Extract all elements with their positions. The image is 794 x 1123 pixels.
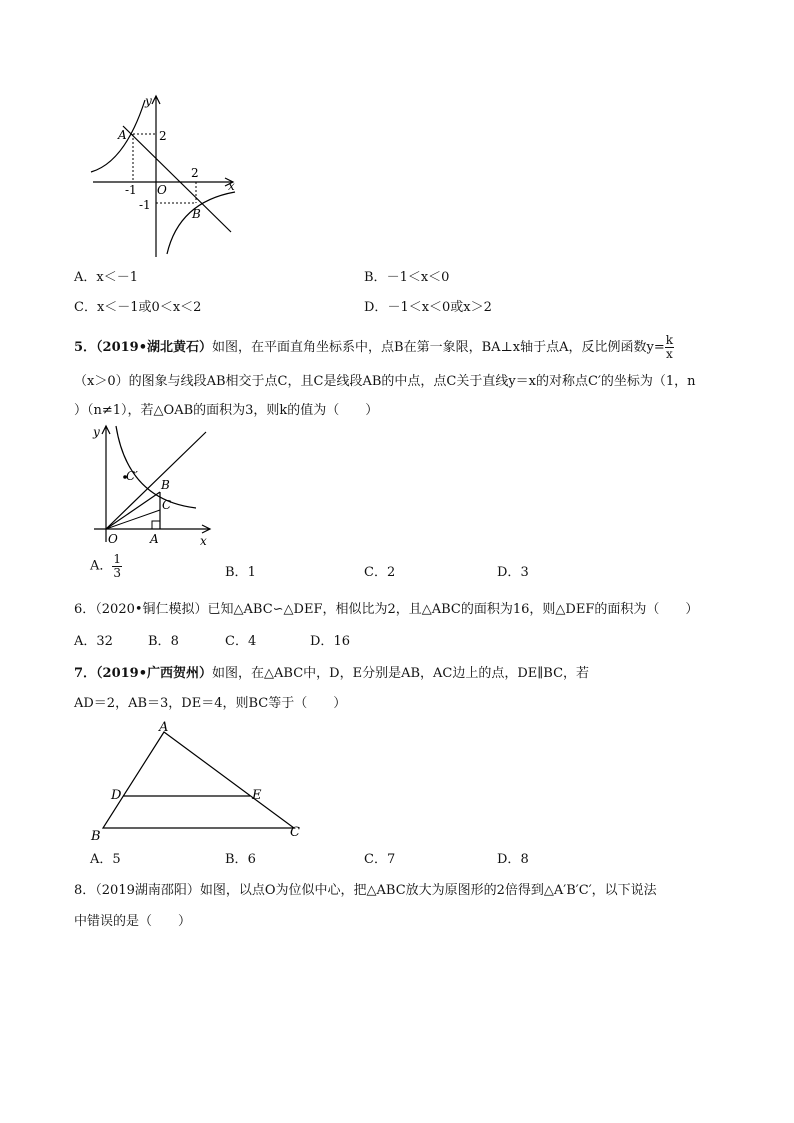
q4-option-c[interactable] bbox=[74, 300, 201, 316]
q4-option-d-text: －1＜x＜0或x＞2 bbox=[387, 300, 492, 315]
q7-option-c[interactable] bbox=[364, 852, 395, 868]
q5-option-b-text: 1 bbox=[247, 565, 256, 580]
q5-option-a-fraction bbox=[112, 553, 122, 580]
q4-option-a-text: x＜－1 bbox=[96, 270, 138, 285]
q4-label-B: B bbox=[192, 207, 201, 221]
q7-line2: AD＝2，AB＝3，DE＝4，则BC等于（ ） bbox=[74, 696, 347, 711]
q5-option-d-label: D． bbox=[497, 565, 521, 580]
q4-label-2y: 2 bbox=[159, 129, 167, 143]
q4-label-A: A bbox=[118, 128, 127, 142]
q7-option-c-label: C． bbox=[364, 852, 387, 867]
q5-option-c-text: 2 bbox=[386, 565, 396, 580]
q5-label-y: y bbox=[93, 425, 100, 439]
q7-line1-text: 如图，在△ABC中，D，E分别是AB，AC边上的点，DE∥BC，若 bbox=[212, 666, 590, 681]
q6-option-d-text: 16 bbox=[333, 634, 350, 649]
q7-option-d-text: 8 bbox=[520, 852, 529, 867]
q5-figure bbox=[88, 422, 218, 550]
q5-option-d-text: 3 bbox=[520, 565, 529, 580]
q5-label-x: x bbox=[200, 534, 207, 548]
q7-option-c-text: 7 bbox=[386, 852, 396, 867]
q7-option-b-text: 6 bbox=[247, 852, 256, 867]
q7-figure bbox=[88, 722, 310, 844]
q5-fraction-numerator: k bbox=[665, 333, 674, 347]
q7-label-C: C bbox=[290, 825, 300, 840]
q5-option-c-label: C． bbox=[364, 565, 387, 580]
q6-option-c[interactable] bbox=[225, 634, 256, 650]
q4-label-x: x bbox=[228, 179, 235, 193]
q5-fraction bbox=[665, 334, 674, 361]
q5-label-B: B bbox=[161, 478, 170, 492]
q5-label-C-prime: C′ bbox=[126, 469, 138, 483]
q7-option-b-label: B． bbox=[225, 852, 248, 867]
q6-text: 6．（2020•铜仁模拟）已知△ABC∽△DEF，相似比为2，且△ABC的面积为16，则△DEF的面积为（ ） bbox=[74, 602, 699, 617]
q4-figure bbox=[85, 92, 245, 260]
q7-label-D: D bbox=[111, 788, 122, 803]
q5-line2: （x＞0）的图象与线段AB相交于点C，且C是线段AB的中点，点C关于直线y＝x的对称点C′的坐标为（1，n bbox=[74, 374, 696, 389]
q4-option-b-text: －1＜x＜0 bbox=[386, 270, 450, 285]
q5-option-a-denominator: 3 bbox=[113, 566, 122, 580]
q4-label-2x: 2 bbox=[191, 166, 199, 180]
q8-line2: 中错误的是（ ） bbox=[74, 914, 192, 929]
q5-line1 bbox=[74, 334, 674, 361]
q6-option-a-text: 32 bbox=[96, 634, 113, 649]
q7-option-a[interactable] bbox=[90, 852, 121, 868]
q8-line1: 8．（2019湖南邵阳）如图，以点O为位似中心，把△ABC放大为原图形的2倍得到△A′B′C′，以下说法 bbox=[74, 883, 657, 898]
q6-option-b-label: B． bbox=[148, 634, 171, 649]
q6-option-c-text: 4 bbox=[247, 634, 257, 649]
q7-option-d[interactable] bbox=[497, 852, 529, 868]
q7-option-d-label: D． bbox=[497, 852, 521, 867]
q5-label-A: A bbox=[150, 532, 159, 546]
q7-option-a-text: 5 bbox=[112, 852, 121, 867]
q4-option-b[interactable] bbox=[364, 270, 449, 286]
q4-label-y: y bbox=[145, 94, 152, 108]
q4-label-neg1x: -1 bbox=[125, 183, 137, 197]
q5-option-a[interactable] bbox=[90, 553, 122, 580]
q5-source: （2019•湖北黄石） bbox=[96, 340, 213, 355]
q4-label-neg1y: -1 bbox=[139, 198, 151, 212]
q5-line3: ）（n≠1），若△OAB的面积为3，则k的值为（ ） bbox=[74, 403, 379, 418]
q4-option-d-label: D． bbox=[364, 300, 388, 315]
q5-option-b-label: B． bbox=[225, 565, 248, 580]
q5-label-C: C bbox=[162, 498, 172, 512]
q5-option-b[interactable] bbox=[225, 565, 256, 581]
q4-label-O: O bbox=[157, 183, 167, 197]
q6-option-a-label: A． bbox=[74, 634, 97, 649]
q5-hyperbola bbox=[116, 426, 196, 508]
q4-option-d[interactable] bbox=[364, 300, 492, 316]
q6-option-d[interactable] bbox=[310, 634, 350, 650]
q7-line1 bbox=[74, 666, 589, 682]
q7-label-A: A bbox=[159, 720, 169, 735]
q7-option-b[interactable] bbox=[225, 852, 256, 868]
q5-option-a-numerator: 1 bbox=[113, 552, 122, 566]
q4-hyperbola-right bbox=[167, 192, 235, 254]
q5-fraction-denominator: x bbox=[665, 347, 673, 361]
q6-option-a[interactable] bbox=[74, 634, 113, 650]
q6-option-d-label: D． bbox=[310, 634, 334, 649]
q7-triangle-ABC bbox=[103, 732, 294, 828]
q5-option-a-label: A． bbox=[90, 558, 113, 574]
q5-option-d[interactable] bbox=[497, 565, 529, 581]
q6-option-b-text: 8 bbox=[170, 634, 179, 649]
q5-right-angle-mark bbox=[152, 521, 160, 529]
q5-option-c[interactable] bbox=[364, 565, 395, 581]
q6-option-b[interactable] bbox=[148, 634, 179, 650]
q4-option-c-text: x＜－1或0＜x＜2 bbox=[96, 300, 202, 315]
q7-label-B: B bbox=[91, 829, 101, 844]
q6-option-c-label: C． bbox=[225, 634, 248, 649]
q4-line-AB bbox=[123, 126, 231, 232]
q4-option-c-label: C． bbox=[74, 300, 97, 315]
q5-line1-text: 如图，在平面直角坐标系中，点B在第一象限，BA⊥x轴于点A，反比例函数y= bbox=[212, 340, 665, 355]
q4-option-a[interactable] bbox=[74, 270, 138, 286]
q7-option-a-label: A． bbox=[90, 852, 113, 867]
q5-label-O: O bbox=[108, 532, 118, 546]
q7-source: （2019•广西贺州） bbox=[96, 666, 213, 681]
q4-option-b-label: B． bbox=[364, 270, 387, 285]
q4-option-a-label: A． bbox=[74, 270, 97, 285]
q7-number: 7． bbox=[74, 666, 97, 681]
q7-label-E: E bbox=[252, 788, 262, 803]
q5-number: 5． bbox=[74, 340, 97, 355]
